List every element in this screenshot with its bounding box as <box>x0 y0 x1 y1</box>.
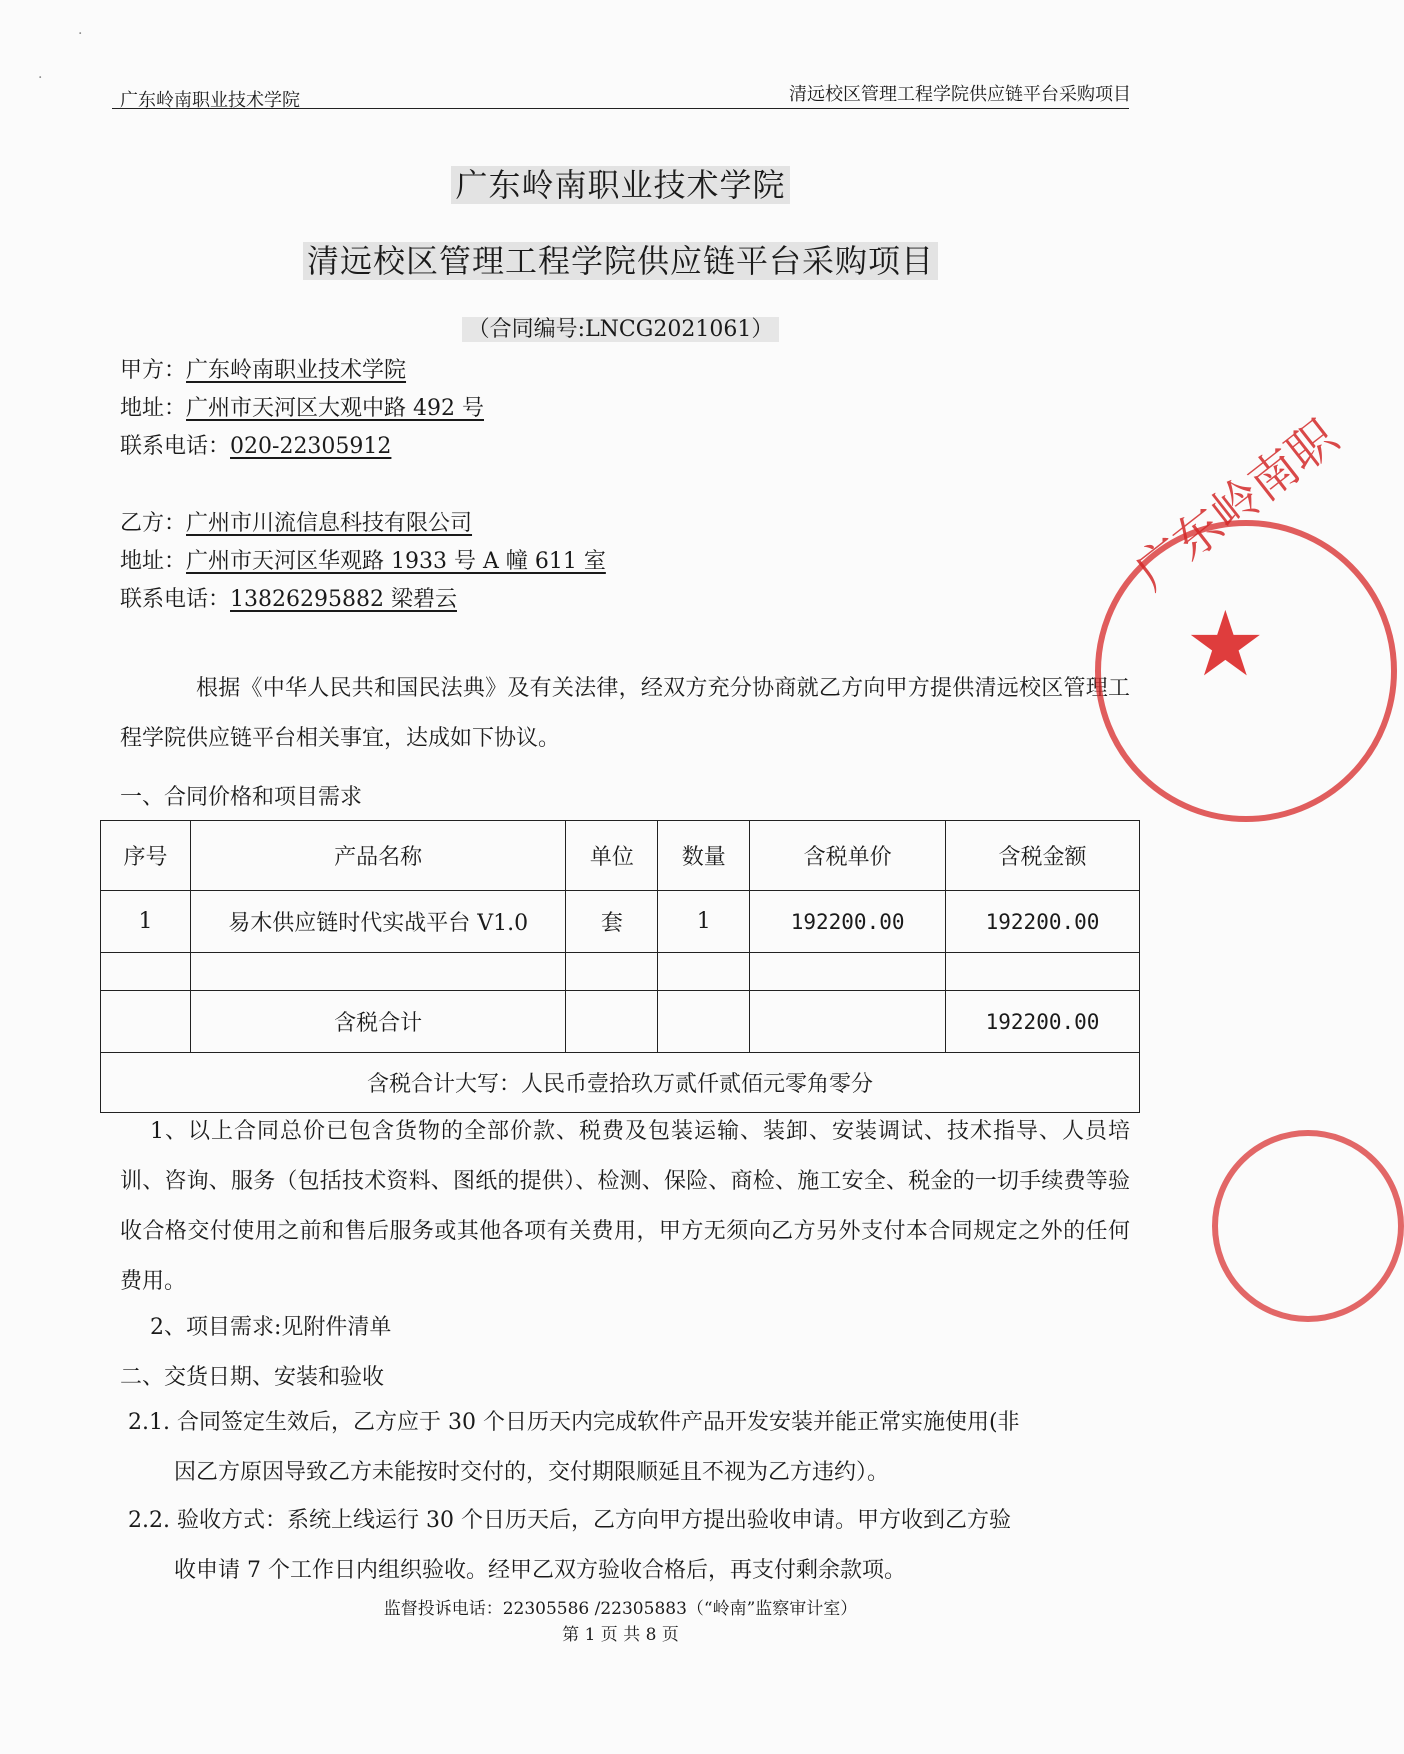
scan-speck: · <box>38 70 43 86</box>
section-2-title: 二、交货日期、安装和验收 <box>120 1365 385 1390</box>
table-cell: 套 <box>566 891 658 953</box>
contract-number: （合同编号:LNCG2021061） <box>0 312 1241 343</box>
col-header: 含税金额 <box>946 821 1140 891</box>
col-header: 产品名称 <box>190 821 566 891</box>
doc-title-line2: 清远校区管理工程学院供应链平台采购项目 <box>0 236 1241 282</box>
page-header-left: 广东岭南职业技术学院 <box>120 90 300 111</box>
col-header: 序号 <box>101 821 191 891</box>
table-cell: 192200.00 <box>946 891 1140 953</box>
party-b-name: 广州市川流信息科技有限公司 <box>186 511 473 536</box>
section-1-title: 一、合同价格和项目需求 <box>120 785 363 810</box>
party-a-tel-label: 联系电话： <box>120 434 231 459</box>
official-seal-text: 广东岭南职 <box>1124 408 1349 601</box>
official-seal-partial <box>1212 1130 1404 1322</box>
party-b-label: 乙方： <box>120 511 187 536</box>
table-total-upper-row <box>101 1053 1140 1113</box>
seal-star-icon: ★ <box>1185 592 1266 697</box>
total-label: 含税合计 <box>190 991 566 1053</box>
party-b-phone: 13826295882 梁碧云 <box>230 587 457 612</box>
clause-1: 1、以上合同总价已包含货物的全部价款、税费及包装运输、装卸、安装调试、技术指导、人员培训、咨询、服务（包括技术资料、图纸的提供）、检测、保险、商检、施工安全、税金的一切手续费等验收合格交付使用之前和售后服务或其他各项有关费用，甲方无须向乙方另外支付本合同规定之外的任何费用。 <box>120 1119 1130 1294</box>
party-a-label: 甲方： <box>120 358 187 383</box>
table-cell: 易木供应链时代实战平台 V1.0 <box>190 891 566 953</box>
price-table <box>100 820 1140 1113</box>
footer-page-number: 第 1 页 共 8 页 <box>562 1625 679 1645</box>
table-row <box>101 891 1140 953</box>
col-header: 数量 <box>658 821 750 891</box>
clause-2: 2、项目需求:见附件清单 <box>150 1315 392 1340</box>
header-divider <box>112 108 1129 109</box>
table-cell: 1 <box>101 891 191 953</box>
col-header: 单位 <box>566 821 658 891</box>
party-b-address: 广州市天河区华观路 1933 号 A 幢 611 室 <box>186 549 606 574</box>
clause-2-2-head: 2.2. 验收方式：系统上线运行 30 个日历天后，乙方向甲方提出验收申请。甲方收到乙方验 <box>128 1508 1011 1533</box>
footer-complaint: 监督投诉电话：22305586 /22305883（“岭南”监察审计室） <box>383 1599 858 1619</box>
party-a-addr-label: 地址： <box>120 396 187 421</box>
total-value: 192200.00 <box>946 991 1140 1053</box>
party-b-tel-label: 联系电话： <box>120 587 231 612</box>
col-header: 含税单价 <box>750 821 946 891</box>
party-b-addr-label: 地址： <box>120 549 187 574</box>
party-a-address: 广州市天河区大观中路 492 号 <box>186 396 484 421</box>
table-cell: 1 <box>658 891 750 953</box>
clause-2-1 <box>128 1398 1138 1498</box>
doc-title-line1: 广东岭南职业技术学院 <box>0 160 1241 206</box>
table-cell: 192200.00 <box>750 891 946 953</box>
scan-speck: · <box>78 26 83 42</box>
party-a-block <box>120 352 484 466</box>
party-a-phone: 020-22305912 <box>230 434 392 459</box>
table-header-row <box>101 821 1140 891</box>
page-header-right: 清远校区管理工程学院供应链平台采购项目 <box>789 84 1131 105</box>
clause-2-1-head: 2.1. 合同签定生效后，乙方应于 30 个日历天内完成软件产品开发安装并能正常实施使用(非 <box>128 1410 1020 1435</box>
intro-paragraph: 根据《中华人民共和国民法典》及有关法律，经双方充分协商就乙方向甲方提供清远校区管理工程学院供应链平台相关事宜，达成如下协议。 <box>120 676 1130 751</box>
table-total-row <box>101 991 1140 1053</box>
party-a-name: 广东岭南职业技术学院 <box>186 358 407 383</box>
clause-2-2 <box>128 1496 1138 1596</box>
table-row-empty <box>101 953 1140 991</box>
clause-2-1-tail: 因乙方原因导致乙方未能按时交付的，交付期限顺延且不视为乙方违约）。 <box>174 1460 890 1485</box>
total-upper: 含税合计大写：人民币壹拾玖万贰仟贰佰元零角零分 <box>101 1053 1140 1113</box>
party-b-block <box>120 505 606 619</box>
clause-2-2-tail: 收申请 7 个工作日内组织验收。经甲乙双方验收合格后，再支付剩余款项。 <box>174 1558 906 1583</box>
